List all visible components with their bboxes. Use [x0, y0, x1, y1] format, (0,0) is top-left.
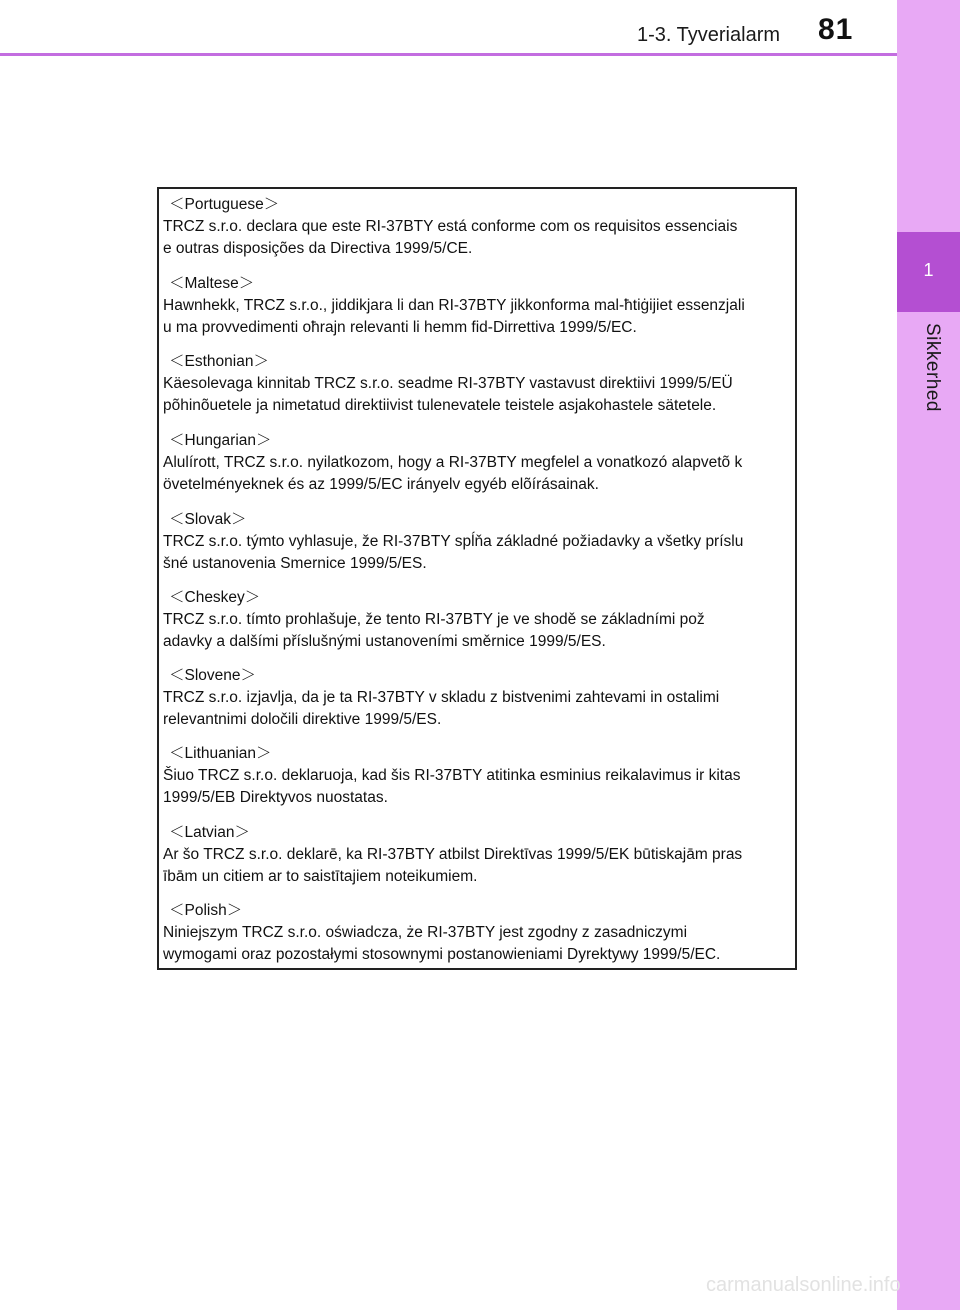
- declaration-line: Niniejszym TRCZ s.r.o. oświadcza, że RI-37BTY jest zgodny z zasadniczymi: [163, 924, 688, 941]
- declaration-heading: ＜Latvian＞: [169, 824, 250, 841]
- declaration-heading: ＜Cheskey＞: [169, 589, 261, 606]
- declaration-line: Käesolevaga kinnitab TRCZ s.r.o. seadme RI-37BTY vastavust direktiivi 1999/5/EÜ: [163, 375, 733, 392]
- declaration-line: TRCZ s.r.o. declara que este RI-37BTY está conforme com os requisitos essenciais: [163, 218, 738, 235]
- declaration-heading: ＜Esthonian＞: [169, 353, 269, 370]
- declaration-heading: ＜Maltese＞: [169, 275, 255, 292]
- declarations-box: [157, 187, 797, 970]
- declaration-slovene: [163, 665, 797, 731]
- chapter-number: 1: [923, 260, 934, 280]
- declaration-line: 1999/5/EB Direktyvos nuostatas.: [163, 789, 388, 806]
- declaration-line: ībām un citiem ar to saistītajiem noteikumiem.: [163, 868, 478, 885]
- declaration-line: adavky a dalšími příslušnými ustanoveními směrnice 1999/5/ES.: [163, 633, 606, 650]
- declaration-portuguese: [163, 194, 797, 260]
- declaration-line: šné ustanovenia Smernice 1999/5/ES.: [163, 555, 427, 572]
- declaration-heading: ＜Lithuanian＞: [169, 745, 272, 762]
- declaration-slovak: [163, 509, 797, 575]
- declaration-line: Hawnhekk, TRCZ s.r.o., jiddikjara li dan RI-37BTY jikkonforma mal-ħtiġijiet essenzjali: [163, 297, 745, 314]
- declaration-line: övetelményeknek és az 1999/5/EC irányelv egyéb elõírásainak.: [163, 476, 599, 493]
- section-title: 1-3. Tyverialarm: [637, 24, 781, 46]
- chapter-side-tab: [897, 0, 960, 1310]
- declaration-line: Ar šo TRCZ s.r.o. deklarē, ka RI-37BTY atbilst Direktīvas 1999/5/EK būtiskajām pras: [163, 846, 743, 863]
- declaration-heading: ＜Slovak＞: [169, 511, 247, 528]
- declaration-line: Alulírott, TRCZ s.r.o. nyilatkozom, hogy a RI-37BTY megfelel a vonatkozó alapvetõ k: [163, 454, 743, 471]
- chapter-number-block: [897, 232, 960, 312]
- declaration-line: relevantnimi določili direktive 1999/5/ES.: [163, 711, 442, 728]
- declaration-maltese: [163, 273, 797, 339]
- declaration-hungarian: [163, 430, 797, 496]
- declaration-line: e outras disposições da Directiva 1999/5/CE.: [163, 240, 473, 257]
- declaration-line: TRCZ s.r.o. tímto prohlašuje, že tento RI-37BTY je ve shodě se základními pož: [163, 611, 705, 628]
- declaration-lithuanian: [163, 743, 797, 809]
- header-divider: [0, 53, 897, 56]
- declaration-line: wymogami oraz pozostałymi stosownymi postanowieniami Dyrektywy 1999/5/EC.: [163, 946, 721, 963]
- declaration-line: Šiuo TRCZ s.r.o. deklaruoja, kad šis RI-37BTY atitinka esminius reikalavimus ir kitas: [163, 767, 741, 784]
- declaration-heading: ＜Polish＞: [169, 902, 243, 919]
- page-number: 81: [818, 13, 854, 46]
- declaration-latvian: [163, 822, 797, 888]
- footer-watermark: carmanualsonline.info: [706, 1274, 901, 1296]
- declaration-line: TRCZ s.r.o. týmto vyhlasuje, že RI-37BTY spĺňa základné požiadavky a všetky príslu: [163, 533, 744, 550]
- declaration-heading: ＜Slovene＞: [169, 667, 257, 684]
- chapter-name: Sikkerhed: [922, 323, 943, 412]
- declaration-polish: [163, 900, 797, 966]
- declaration-esthonian: [163, 351, 797, 417]
- declaration-heading: ＜Portuguese＞: [169, 196, 280, 213]
- declaration-line: TRCZ s.r.o. izjavlja, da je ta RI-37BTY v skladu z bistvenimi zahtevami in ostalimi: [163, 689, 720, 706]
- declaration-heading: ＜Hungarian＞: [169, 432, 272, 449]
- declaration-line: põhinõuetele ja nimetatud direktiivist tulenevatele teistele asjakohastele sätetele.: [163, 397, 717, 414]
- declaration-cheskey: [163, 587, 797, 653]
- declaration-line: u ma provvedimenti oħrajn relevanti li hemm fid-Dirrettiva 1999/5/EC.: [163, 319, 637, 336]
